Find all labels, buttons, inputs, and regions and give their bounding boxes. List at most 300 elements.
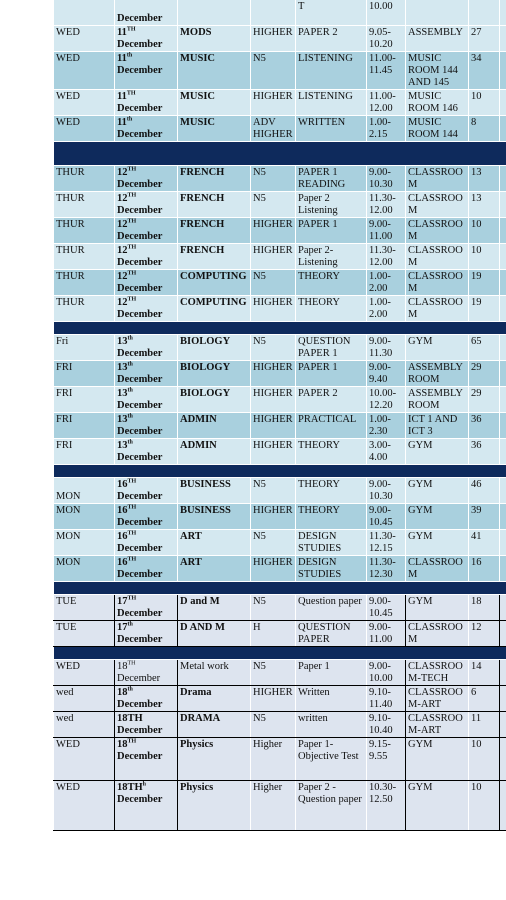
- date-month: December: [117, 179, 163, 190]
- candidates-cell: 16: [469, 556, 500, 582]
- date-month: December: [117, 725, 163, 736]
- time-cell: 9.00-10.45: [367, 595, 406, 621]
- level-cell: HIGHER: [251, 439, 296, 465]
- date-suffix: TH: [127, 218, 137, 225]
- day-separator: [54, 142, 506, 166]
- date-suffix: TH: [127, 192, 137, 199]
- date-suffix: TH: [127, 595, 137, 602]
- room-cell: ASSEMBLY ROOM: [406, 387, 469, 413]
- time-cell: 11.30-12.15: [367, 530, 406, 556]
- level-cell: N5: [251, 660, 296, 686]
- date-cell: [115, 26, 178, 52]
- date-number: 12: [117, 219, 128, 230]
- table-row: [54, 166, 506, 192]
- blank-cell: [500, 530, 506, 556]
- room-cell: CLASSROOM: [406, 556, 469, 582]
- date-number: 16: [117, 505, 128, 516]
- blank-cell: [500, 361, 506, 387]
- date-suffix: th: [127, 413, 133, 420]
- exam-timetable: [53, 0, 506, 831]
- date-cell: [115, 335, 178, 361]
- paper-cell: THEORY: [296, 504, 367, 530]
- date-month: December: [117, 634, 163, 645]
- room-cell: CLASSROOM: [406, 166, 469, 192]
- level-cell: HIGHER: [251, 296, 296, 322]
- timetable-table: [53, 0, 506, 831]
- blank-cell: [500, 556, 506, 582]
- paper-cell: Paper 1: [296, 660, 367, 686]
- subject-cell: Metal work: [178, 660, 251, 686]
- date-suffix: th: [127, 387, 133, 394]
- table-row: [54, 621, 506, 647]
- level-cell: N5: [251, 52, 296, 90]
- subject-cell: MUSIC: [178, 90, 251, 116]
- room-cell: CLASSROOM: [406, 218, 469, 244]
- candidates-cell: 6: [469, 686, 500, 712]
- blank-cell: [500, 244, 506, 270]
- day-cell: FRI: [54, 413, 115, 439]
- day-cell: Fri: [54, 335, 115, 361]
- subject-cell: [178, 0, 251, 26]
- date-suffix: th: [127, 361, 133, 368]
- time-cell: 9.00-11.00: [367, 218, 406, 244]
- date-month: December: [117, 374, 163, 385]
- day-separator: [54, 647, 506, 660]
- paper-cell: T: [296, 0, 367, 26]
- date-month: December: [117, 426, 163, 437]
- subject-cell: ART: [178, 556, 251, 582]
- date-suffix: TH: [127, 530, 137, 537]
- blank-cell: [500, 478, 506, 504]
- candidates-cell: 41: [469, 530, 500, 556]
- time-cell: 11.00-12.00: [367, 90, 406, 116]
- blank-cell: [500, 218, 506, 244]
- room-cell: MUSIC ROOM 144 AND 145: [406, 52, 469, 90]
- separator-band: [54, 647, 506, 660]
- candidates-cell: 19: [469, 270, 500, 296]
- date-suffix: th: [127, 686, 133, 693]
- date-suffix: TH: [127, 478, 137, 485]
- blank-cell: [500, 26, 506, 52]
- table-row: [54, 116, 506, 142]
- date-suffix: th: [127, 621, 133, 628]
- paper-cell: Paper 2- Listening: [296, 244, 367, 270]
- date-month: December: [117, 517, 163, 528]
- subject-cell: BIOLOGY: [178, 335, 251, 361]
- day-cell: WED: [54, 781, 115, 831]
- time-cell: 1.00-2.00: [367, 296, 406, 322]
- candidates-cell: 34: [469, 52, 500, 90]
- time-cell: 9.05-10.20: [367, 26, 406, 52]
- candidates-cell: 13: [469, 192, 500, 218]
- date-month: December: [117, 205, 163, 216]
- date-month: December: [117, 348, 163, 359]
- subject-cell: COMPUTING: [178, 270, 251, 296]
- date-month: December: [117, 283, 163, 294]
- date-cell: [115, 738, 178, 781]
- day-cell: FRI: [54, 439, 115, 465]
- table-row: [54, 439, 506, 465]
- separator-band: [54, 465, 506, 478]
- date-month: December: [117, 699, 163, 710]
- date-suffix: TH: [126, 90, 136, 97]
- level-cell: HIGHER: [251, 90, 296, 116]
- day-cell: THUR: [54, 166, 115, 192]
- room-cell: GYM: [406, 439, 469, 465]
- date-month: December: [117, 103, 163, 114]
- day-cell: TUE: [54, 621, 115, 647]
- table-row: [54, 738, 506, 781]
- date-suffix: h: [142, 781, 147, 788]
- blank-cell: [500, 413, 506, 439]
- level-cell: HIGHER: [251, 218, 296, 244]
- candidates-cell: 14: [469, 660, 500, 686]
- subject-cell: Physics: [178, 781, 251, 831]
- separator-band: [54, 142, 506, 166]
- subject-cell: ADMIN: [178, 413, 251, 439]
- blank-cell: [500, 116, 506, 142]
- date-month: December: [117, 257, 163, 268]
- subject-cell: DRAMA: [178, 712, 251, 738]
- level-cell: N5: [251, 270, 296, 296]
- subject-cell: MODS: [178, 26, 251, 52]
- date-month: December: [117, 452, 163, 463]
- candidates-cell: 65: [469, 335, 500, 361]
- level-cell: N5: [251, 595, 296, 621]
- level-cell: HIGHER: [251, 686, 296, 712]
- paper-cell: Written: [296, 686, 367, 712]
- table-row: [54, 218, 506, 244]
- blank-cell: [500, 90, 506, 116]
- paper-cell: THEORY: [296, 478, 367, 504]
- level-cell: HIGHER: [251, 361, 296, 387]
- paper-cell: LISTENING: [296, 52, 367, 90]
- date-suffix: TH: [127, 296, 137, 303]
- level-cell: N5: [251, 478, 296, 504]
- room-cell: MUSIC ROOM 144: [406, 116, 469, 142]
- level-cell: HIGHER: [251, 556, 296, 582]
- date-cell: [115, 361, 178, 387]
- subject-cell: BIOLOGY: [178, 361, 251, 387]
- paper-cell: PAPER 1 READING: [296, 166, 367, 192]
- day-cell: [54, 0, 115, 26]
- level-cell: HIGHER: [251, 504, 296, 530]
- date-number: 16: [117, 479, 128, 490]
- subject-cell: BIOLOGY: [178, 387, 251, 413]
- paper-cell: DESIGN STUDIES: [296, 556, 367, 582]
- date-cell: [115, 387, 178, 413]
- paper-cell: PRACTICAL: [296, 413, 367, 439]
- table-row: [54, 361, 506, 387]
- separator-band: [54, 582, 506, 595]
- date-cell: [115, 504, 178, 530]
- day-cell: TUE: [54, 595, 115, 621]
- date-cell: [115, 556, 178, 582]
- date-month: December: [117, 400, 163, 411]
- time-cell: 9.00-11.00: [367, 621, 406, 647]
- paper-cell: Question paper: [296, 595, 367, 621]
- timetable-body: [54, 0, 506, 831]
- room-cell: GYM: [406, 595, 469, 621]
- paper-cell: THEORY: [296, 296, 367, 322]
- date-cell: [115, 52, 178, 90]
- date-number: 17: [117, 596, 128, 607]
- day-cell: THUR: [54, 244, 115, 270]
- blank-cell: [500, 52, 506, 90]
- date-number: 18: [117, 661, 128, 672]
- level-cell: N5: [251, 192, 296, 218]
- paper-cell: PAPER 1: [296, 218, 367, 244]
- candidates-cell: 13: [469, 166, 500, 192]
- date-number: 13: [117, 388, 128, 399]
- day-cell: WED: [54, 52, 115, 90]
- room-cell: GYM: [406, 478, 469, 504]
- paper-cell: QUESTION PAPER 1: [296, 335, 367, 361]
- room-cell: CLASSROOM: [406, 244, 469, 270]
- date-number: 13: [117, 362, 128, 373]
- level-cell: N5: [251, 530, 296, 556]
- time-cell: 9.00-10.30: [367, 478, 406, 504]
- time-cell: 9.00-10.00: [367, 660, 406, 686]
- date-number: 18TH: [117, 713, 143, 724]
- day-separator: [54, 465, 506, 478]
- subject-cell: FRENCH: [178, 192, 251, 218]
- level-cell: Higher: [251, 738, 296, 781]
- subject-cell: BUSINESS: [178, 478, 251, 504]
- table-row: [54, 26, 506, 52]
- date-number: 12: [117, 297, 128, 308]
- day-cell: wed: [54, 686, 115, 712]
- subject-cell: ADMIN: [178, 439, 251, 465]
- day-cell: MON: [54, 556, 115, 582]
- date-suffix: TH: [127, 244, 137, 251]
- date-suffix: TH: [127, 660, 136, 667]
- date-cell: [115, 116, 178, 142]
- day-separator: [54, 582, 506, 595]
- blank-cell: [500, 166, 506, 192]
- time-cell: 3.00-4.00: [367, 439, 406, 465]
- candidates-cell: [469, 0, 500, 26]
- date-number: 16: [117, 557, 128, 568]
- room-cell: MUSIC ROOM 146: [406, 90, 469, 116]
- blank-cell: [500, 0, 506, 26]
- date-cell: [115, 439, 178, 465]
- room-cell: GYM: [406, 504, 469, 530]
- subject-cell: ART: [178, 530, 251, 556]
- date-month: December: [117, 794, 163, 805]
- table-row: [54, 52, 506, 90]
- time-cell: 9.00-10.45: [367, 504, 406, 530]
- subject-cell: MUSIC: [178, 116, 251, 142]
- paper-cell: PAPER 2: [296, 26, 367, 52]
- room-cell: CLASSROOM-TECH: [406, 660, 469, 686]
- blank-cell: [500, 504, 506, 530]
- day-cell: THUR: [54, 270, 115, 296]
- date-suffix: TH: [127, 270, 137, 277]
- room-cell: GYM: [406, 781, 469, 831]
- time-cell: 11.30-12.30: [367, 556, 406, 582]
- date-cell: [115, 166, 178, 192]
- room-cell: ASSEMBLY ROOM: [406, 361, 469, 387]
- candidates-cell: 10: [469, 218, 500, 244]
- date-number: 11: [117, 117, 127, 128]
- paper-cell: DESIGN STUDIES: [296, 530, 367, 556]
- day-separator: [54, 322, 506, 335]
- date-number: 11: [117, 53, 127, 64]
- date-number: 12: [117, 193, 128, 204]
- paper-cell: PAPER 2: [296, 387, 367, 413]
- candidates-cell: 29: [469, 361, 500, 387]
- table-row: [54, 296, 506, 322]
- date-cell: [115, 413, 178, 439]
- time-cell: 1.00-2.15: [367, 116, 406, 142]
- blank-cell: [500, 387, 506, 413]
- room-cell: [406, 0, 469, 26]
- day-cell: MON: [54, 478, 115, 504]
- paper-cell: Paper 2 Listening: [296, 192, 367, 218]
- room-cell: ICT 1 AND ICT 3: [406, 413, 469, 439]
- date-cell: [115, 218, 178, 244]
- subject-cell: D and M: [178, 595, 251, 621]
- blank-cell: [500, 660, 506, 686]
- date-number: 13: [117, 414, 128, 425]
- separator-band: [54, 322, 506, 335]
- date-month: December: [117, 231, 163, 242]
- date-month: December: [117, 39, 163, 50]
- table-row: [54, 781, 506, 831]
- date-month: December: [117, 608, 163, 619]
- date-month: December: [117, 129, 163, 140]
- time-cell: 9.10-10.40: [367, 712, 406, 738]
- date-number: 12: [117, 271, 128, 282]
- level-cell: Higher: [251, 781, 296, 831]
- date-cell: [115, 478, 178, 504]
- day-cell: MON: [54, 504, 115, 530]
- table-row: [54, 90, 506, 116]
- date-number: 11: [117, 27, 127, 38]
- date-cell: [115, 686, 178, 712]
- day-cell: THUR: [54, 218, 115, 244]
- candidates-cell: 39: [469, 504, 500, 530]
- table-row: [54, 192, 506, 218]
- level-cell: HIGHER: [251, 413, 296, 439]
- date-cell: [115, 90, 178, 116]
- table-row: [54, 686, 506, 712]
- room-cell: GYM: [406, 530, 469, 556]
- paper-cell: written: [296, 712, 367, 738]
- table-row: [54, 335, 506, 361]
- date-suffix: TH: [126, 26, 136, 33]
- time-cell: 9.00-9.40: [367, 361, 406, 387]
- room-cell: CLASSROOM: [406, 192, 469, 218]
- subject-cell: FRENCH: [178, 166, 251, 192]
- day-cell: FRI: [54, 387, 115, 413]
- paper-cell: THEORY: [296, 439, 367, 465]
- date-number: 12: [117, 245, 128, 256]
- paper-cell: Paper 2 - Question paper: [296, 781, 367, 831]
- room-cell: GYM: [406, 335, 469, 361]
- date-suffix: th: [127, 335, 133, 342]
- blank-cell: [500, 712, 506, 738]
- blank-cell: [500, 296, 506, 322]
- table-row: [54, 0, 506, 26]
- date-cell: [115, 781, 178, 831]
- date-number: 13: [117, 440, 128, 451]
- date-suffix: th: [127, 439, 133, 446]
- time-cell: 9.15-9.55: [367, 738, 406, 781]
- blank-cell: [500, 335, 506, 361]
- room-cell: CLASSROOM-ART: [406, 712, 469, 738]
- candidates-cell: 36: [469, 413, 500, 439]
- blank-cell: [500, 595, 506, 621]
- date-suffix: th: [126, 52, 133, 59]
- candidates-cell: 46: [469, 478, 500, 504]
- paper-cell: PAPER 1: [296, 361, 367, 387]
- blank-cell: [500, 781, 506, 831]
- candidates-cell: 11: [469, 712, 500, 738]
- day-cell: WED: [54, 90, 115, 116]
- date-cell: [115, 595, 178, 621]
- date-cell: [115, 296, 178, 322]
- date-number: 18TH: [117, 782, 143, 793]
- date-cell: [115, 244, 178, 270]
- room-cell: CLASSROOM: [406, 270, 469, 296]
- candidates-cell: 36: [469, 439, 500, 465]
- subject-cell: BUSINESS: [178, 504, 251, 530]
- candidates-cell: 18: [469, 595, 500, 621]
- time-cell: 9.00-10.30: [367, 166, 406, 192]
- time-cell: 9.10-11.40: [367, 686, 406, 712]
- date-number: 18: [117, 739, 128, 750]
- date-month: December: [117, 543, 163, 554]
- candidates-cell: 19: [469, 296, 500, 322]
- date-suffix: th: [126, 116, 133, 123]
- candidates-cell: 27: [469, 26, 500, 52]
- paper-cell: WRITTEN: [296, 116, 367, 142]
- date-month: December: [117, 309, 163, 320]
- candidates-cell: 10: [469, 244, 500, 270]
- level-cell: H: [251, 621, 296, 647]
- time-cell: 11.30-12.00: [367, 192, 406, 218]
- table-row: [54, 478, 506, 504]
- date-number: 16: [117, 531, 128, 542]
- date-suffix: TH: [127, 504, 137, 511]
- paper-cell: LISTENING: [296, 90, 367, 116]
- level-cell: ADV HIGHER: [251, 116, 296, 142]
- date-cell: [115, 712, 178, 738]
- subject-cell: Drama: [178, 686, 251, 712]
- date-month: December: [117, 751, 163, 762]
- date-month: December: [117, 491, 163, 502]
- candidates-cell: 10: [469, 90, 500, 116]
- date-cell: [115, 530, 178, 556]
- table-row: [54, 387, 506, 413]
- date-number: 13: [117, 336, 128, 347]
- level-cell: HIGHER: [251, 244, 296, 270]
- date-month: December: [117, 673, 161, 684]
- candidates-cell: 8: [469, 116, 500, 142]
- subject-cell: FRENCH: [178, 244, 251, 270]
- table-row: [54, 270, 506, 296]
- table-row: [54, 660, 506, 686]
- table-row: [54, 530, 506, 556]
- date-number: 17: [117, 622, 128, 633]
- level-cell: N5: [251, 335, 296, 361]
- date-cell: [115, 0, 178, 26]
- blank-cell: [500, 738, 506, 781]
- paper-cell: QUESTION PAPER: [296, 621, 367, 647]
- room-cell: CLASSROOM: [406, 621, 469, 647]
